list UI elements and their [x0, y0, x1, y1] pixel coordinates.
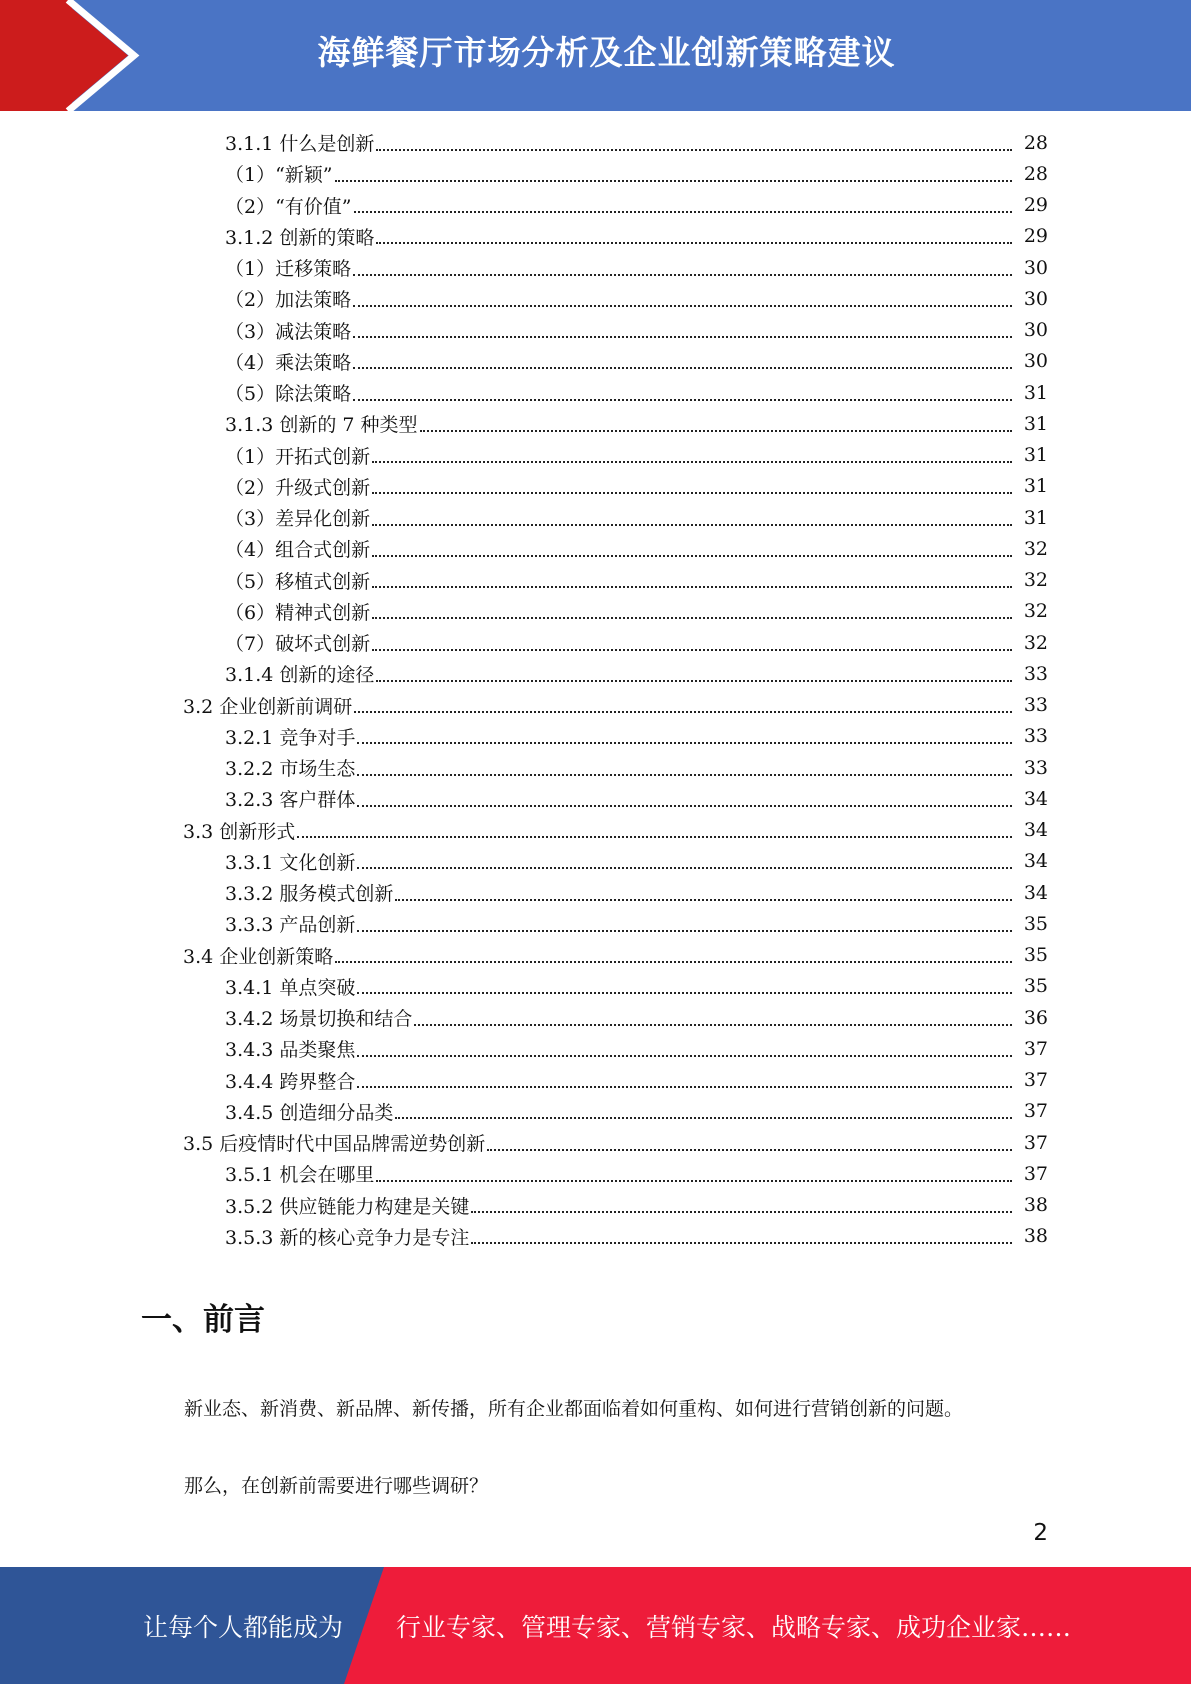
page-footer — [0, 1567, 1191, 1684]
toc-entry[interactable] — [0, 627, 1191, 658]
toc-leader-dots — [357, 774, 1012, 776]
toc-leader-dots — [354, 211, 1012, 213]
toc-entry-label: 3.5 后疫情时代中国品牌需逆势创新 — [183, 1133, 486, 1156]
toc-entry-page: 38 — [1023, 1194, 1048, 1217]
toc-leader-dots — [297, 836, 1012, 838]
toc-entry-label: （2）加法策略 — [225, 289, 352, 312]
toc-entry-page: 32 — [1023, 537, 1048, 560]
page-number: 2 — [1033, 1520, 1048, 1546]
toc-entry[interactable] — [0, 1190, 1191, 1221]
toc-leader-dots — [357, 1055, 1012, 1057]
page-header — [0, 0, 1191, 111]
toc-entry-label: （1）迁移策略 — [225, 258, 352, 281]
toc-entry-page: 30 — [1023, 350, 1048, 373]
toc-entry[interactable] — [0, 158, 1191, 189]
toc-leader-dots — [357, 1086, 1012, 1088]
toc-entry-label: 3.3.2 服务模式创新 — [225, 883, 394, 906]
toc-leader-dots — [372, 649, 1012, 651]
toc-entry[interactable] — [0, 1065, 1191, 1096]
toc-entry-page: 28 — [1023, 162, 1048, 185]
toc-entry-label: 3.2.1 竞争对手 — [225, 726, 356, 749]
toc-entry-label: （3）减法策略 — [225, 320, 352, 343]
toc-entry-label: 3.5.3 新的核心竞争力是专注 — [225, 1226, 470, 1249]
toc-entry-label: 3.4.2 场景切换和结合 — [225, 1008, 413, 1031]
toc-entry-page: 34 — [1023, 787, 1048, 810]
toc-entry-label: （2）“有价值” — [225, 195, 352, 218]
toc-entry[interactable] — [0, 1033, 1191, 1064]
toc-entry-label: 3.4 企业创新策略 — [183, 945, 334, 968]
toc-entry-label: 3.1.4 创新的途径 — [225, 664, 375, 687]
toc-entry-page: 31 — [1023, 506, 1048, 529]
toc-entry[interactable] — [0, 783, 1191, 814]
toc-entry-page: 34 — [1023, 881, 1048, 904]
toc-entry-label: （5）移植式创新 — [225, 570, 371, 593]
toc-entry[interactable] — [0, 815, 1191, 846]
document-title: 海鲜餐厅市场分析及企业创新策略建议 — [317, 33, 896, 72]
toc-leader-dots — [357, 867, 1012, 869]
intro-paragraph-1: 新业态、新消费、新品牌、新传播，所有企业都面临着如何重构、如何进行营销创新的问题。 — [184, 1398, 964, 1420]
toc-entry[interactable] — [0, 283, 1191, 314]
toc-entry-page: 31 — [1023, 412, 1048, 435]
toc-leader-dots — [376, 242, 1012, 244]
toc-entry-page: 30 — [1023, 287, 1048, 310]
toc-entry[interactable] — [0, 502, 1191, 533]
toc-leader-dots — [354, 711, 1012, 713]
toc-entry-page: 30 — [1023, 256, 1048, 279]
toc-entry[interactable] — [0, 752, 1191, 783]
toc-leader-dots — [372, 586, 1012, 588]
toc-entry[interactable] — [0, 690, 1191, 721]
toc-leader-dots — [357, 805, 1012, 807]
toc-leader-dots — [372, 492, 1012, 494]
toc-entry-page: 37 — [1023, 1037, 1048, 1060]
toc-entry-label: 3.2 企业创新前调研 — [183, 695, 353, 718]
toc-entry-label: 3.2.2 市场生态 — [225, 758, 356, 781]
toc-entry[interactable] — [0, 252, 1191, 283]
toc-entry-label: 3.4.4 跨界整合 — [225, 1070, 356, 1093]
toc-entry-page: 34 — [1023, 850, 1048, 873]
table-of-contents — [0, 127, 1191, 1252]
toc-entry-page: 30 — [1023, 319, 1048, 342]
toc-entry-page: 33 — [1023, 725, 1048, 748]
toc-leader-dots — [353, 367, 1012, 369]
toc-entry-page: 32 — [1023, 569, 1048, 592]
footer-slogan-right: 行业专家、管理专家、营销专家、战略专家、成功企业家…… — [396, 1613, 1072, 1642]
toc-entry-label: （1）“新颖” — [225, 164, 333, 187]
toc-leader-dots — [376, 680, 1012, 682]
section-title: 一、前言 — [141, 1302, 265, 1338]
toc-entry[interactable] — [0, 1096, 1191, 1127]
toc-leader-dots — [372, 617, 1012, 619]
toc-leader-dots — [353, 336, 1012, 338]
toc-entry[interactable] — [0, 565, 1191, 596]
toc-entry-page: 31 — [1023, 381, 1048, 404]
toc-entry-label: 3.4.5 创造细分品类 — [225, 1101, 394, 1124]
toc-entry-page: 35 — [1023, 975, 1048, 998]
toc-leader-dots — [487, 1149, 1012, 1151]
toc-entry-label: 3.3 创新形式 — [183, 820, 296, 843]
toc-entry-label: 3.1.1 什么是创新 — [225, 133, 375, 156]
toc-entry-page: 35 — [1023, 912, 1048, 935]
toc-entry-page: 34 — [1023, 819, 1048, 842]
toc-entry-page: 32 — [1023, 600, 1048, 623]
toc-entry[interactable] — [0, 408, 1191, 439]
toc-leader-dots — [357, 742, 1012, 744]
toc-entry-page: 31 — [1023, 444, 1048, 467]
toc-entry-label: 3.3.3 产品创新 — [225, 914, 356, 937]
toc-entry-page: 37 — [1023, 1131, 1048, 1154]
toc-leader-dots — [420, 430, 1012, 432]
toc-entry-page: 33 — [1023, 694, 1048, 717]
toc-leader-dots — [471, 1211, 1012, 1213]
toc-entry-label: （7）破坏式创新 — [225, 633, 371, 656]
toc-leader-dots — [414, 1024, 1012, 1026]
toc-entry-page: 37 — [1023, 1162, 1048, 1185]
toc-leader-dots — [471, 1242, 1012, 1244]
toc-leader-dots — [353, 399, 1012, 401]
toc-entry-page: 35 — [1023, 944, 1048, 967]
toc-leader-dots — [372, 461, 1012, 463]
toc-entry-label: 3.5.2 供应链能力构建是关键 — [225, 1195, 470, 1218]
toc-entry[interactable] — [0, 1127, 1191, 1158]
toc-entry-label: （1）开拓式创新 — [225, 445, 371, 468]
toc-leader-dots — [376, 1180, 1012, 1182]
toc-entry-page: 28 — [1023, 131, 1048, 154]
toc-entry-label: 3.2.3 客户群体 — [225, 789, 356, 812]
toc-entry-label: （2）升级式创新 — [225, 476, 371, 499]
toc-entry-page: 32 — [1023, 631, 1048, 654]
toc-leader-dots — [357, 930, 1012, 932]
toc-entry[interactable] — [0, 658, 1191, 689]
toc-entry-label: 3.1.3 创新的 7 种类型 — [225, 414, 418, 437]
toc-entry-page: 31 — [1023, 475, 1048, 498]
toc-entry-label: （4）组合式创新 — [225, 539, 371, 562]
toc-entry-label: 3.4.1 单点突破 — [225, 976, 356, 999]
toc-entry[interactable] — [0, 471, 1191, 502]
toc-entry[interactable] — [0, 533, 1191, 564]
toc-entry[interactable] — [0, 1002, 1191, 1033]
toc-entry[interactable] — [0, 596, 1191, 627]
toc-entry[interactable] — [0, 127, 1191, 158]
toc-entry[interactable] — [0, 877, 1191, 908]
toc-leader-dots — [335, 961, 1012, 963]
toc-leader-dots — [395, 899, 1012, 901]
toc-entry-label: （3）差异化创新 — [225, 508, 371, 531]
toc-entry[interactable] — [0, 971, 1191, 1002]
toc-leader-dots — [353, 305, 1012, 307]
toc-leader-dots — [372, 555, 1012, 557]
toc-entry[interactable] — [0, 846, 1191, 877]
toc-entry[interactable] — [0, 190, 1191, 221]
toc-leader-dots — [335, 180, 1012, 182]
toc-entry-label: （5）除法策略 — [225, 383, 352, 406]
toc-entry-page: 29 — [1023, 225, 1048, 248]
toc-leader-dots — [395, 1117, 1012, 1119]
toc-entry[interactable] — [0, 721, 1191, 752]
toc-leader-dots — [357, 992, 1012, 994]
toc-entry-label: 3.4.3 品类聚焦 — [225, 1039, 356, 1062]
toc-leader-dots — [376, 149, 1012, 151]
toc-entry-page: 29 — [1023, 194, 1048, 217]
toc-leader-dots — [353, 274, 1012, 276]
toc-entry-page: 37 — [1023, 1100, 1048, 1123]
toc-entry-page: 38 — [1023, 1225, 1048, 1248]
toc-entry-label: 3.3.1 文化创新 — [225, 851, 356, 874]
toc-entry-page: 33 — [1023, 662, 1048, 685]
toc-leader-dots — [372, 524, 1012, 526]
toc-entry[interactable] — [0, 377, 1191, 408]
toc-entry[interactable] — [0, 346, 1191, 377]
toc-entry[interactable] — [0, 908, 1191, 939]
toc-entry[interactable] — [0, 315, 1191, 346]
toc-entry-page: 36 — [1023, 1006, 1048, 1029]
toc-entry[interactable] — [0, 221, 1191, 252]
toc-entry-page: 37 — [1023, 1069, 1048, 1092]
toc-entry[interactable] — [0, 940, 1191, 971]
toc-entry-page: 33 — [1023, 756, 1048, 779]
toc-entry[interactable] — [0, 1158, 1191, 1189]
toc-entry-label: 3.1.2 创新的策略 — [225, 226, 375, 249]
toc-entry[interactable] — [0, 1221, 1191, 1252]
intro-paragraph-2: 那么，在创新前需要进行哪些调研？ — [184, 1475, 489, 1497]
toc-entry-label: （4）乘法策略 — [225, 351, 352, 374]
footer-slogan-left: 让每个人都能成为 — [143, 1613, 344, 1642]
toc-entry[interactable] — [0, 440, 1191, 471]
toc-entry-label: （6）精神式创新 — [225, 601, 371, 624]
toc-entry-label: 3.5.1 机会在哪里 — [225, 1164, 375, 1187]
